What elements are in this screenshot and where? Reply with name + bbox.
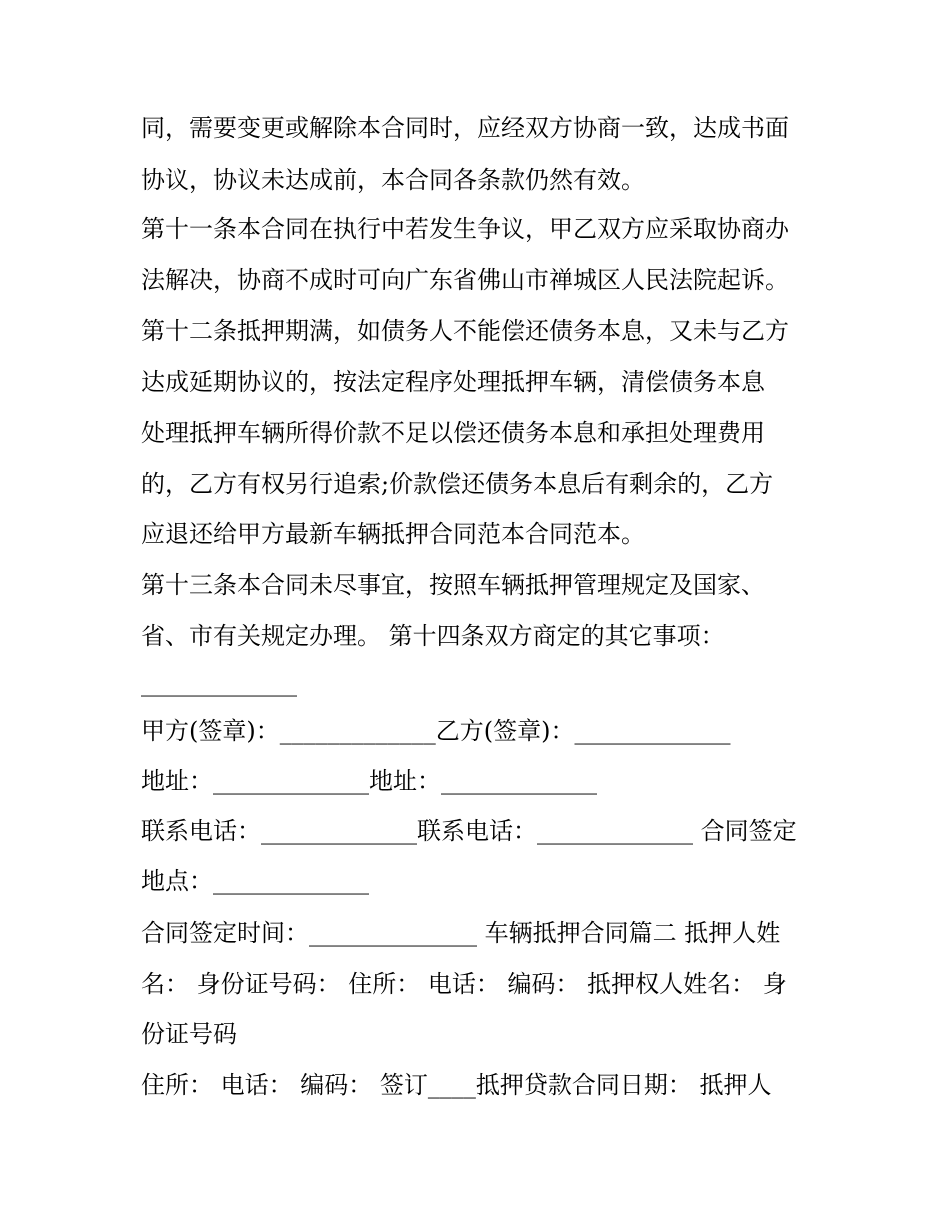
text-line-1: 同，需要变更或解除本合同时，应经双方协商一致，达成书面 <box>141 114 789 142</box>
address-line: 地址：_____________地址：_____________ <box>141 767 597 795</box>
text-line-19: 份证号码 <box>141 1020 237 1048</box>
phone-line: 联系电话：_____________联系电话：_____________ 合同签定 <box>141 817 797 845</box>
signature-line-parties: 甲方(签章)：_____________乙方(签章)：_____________ <box>141 717 731 745</box>
text-line-3: 第十一条本合同在执行中若发生争议，甲乙双方应采取协商办 <box>141 215 789 243</box>
date-line: 合同签定时间：______________ 车辆抵押合同篇二 抵押人姓 <box>141 919 781 947</box>
place-line: 地点：_____________ <box>141 867 369 895</box>
text-line-8: 的，乙方有权另行追索;价款偿还债务本息后有剩余的，乙方 <box>141 470 774 498</box>
text-line-18: 名： 身份证号码： 住所： 电话： 编码： 抵押权人姓名： 身 <box>141 970 787 998</box>
text-line-2: 协议，协议未达成前，本合同各条款仍然有效。 <box>141 166 645 194</box>
blank-line: _____________ <box>141 669 297 697</box>
text-line-7: 处理抵押车辆所得价款不足以偿还债务本息和承担处理费用 <box>141 419 765 447</box>
text-line-4: 法解决，协商不成时可向广东省佛山市禅城区人民法院起诉。 <box>141 266 789 294</box>
text-line-9: 应退还给甲方最新车辆抵押合同范本合同范本。 <box>141 520 645 548</box>
text-line-6: 达成延期协议的，按法定程序处理抵押车辆，清偿债务本息 <box>141 368 765 396</box>
text-line-10: 第十三条本合同未尽事宜，按照车辆抵押管理规定及国家、 <box>141 571 765 599</box>
text-line-11: 省、市有关规定办理。 第十四条双方商定的其它事项： <box>141 622 725 650</box>
text-line-20: 住所： 电话： 编码： 签订____抵押贷款合同日期： 抵押人 <box>141 1071 772 1099</box>
text-line-5: 第十二条抵押期满，如债务人不能偿还债务本息，又未与乙方 <box>141 317 789 345</box>
